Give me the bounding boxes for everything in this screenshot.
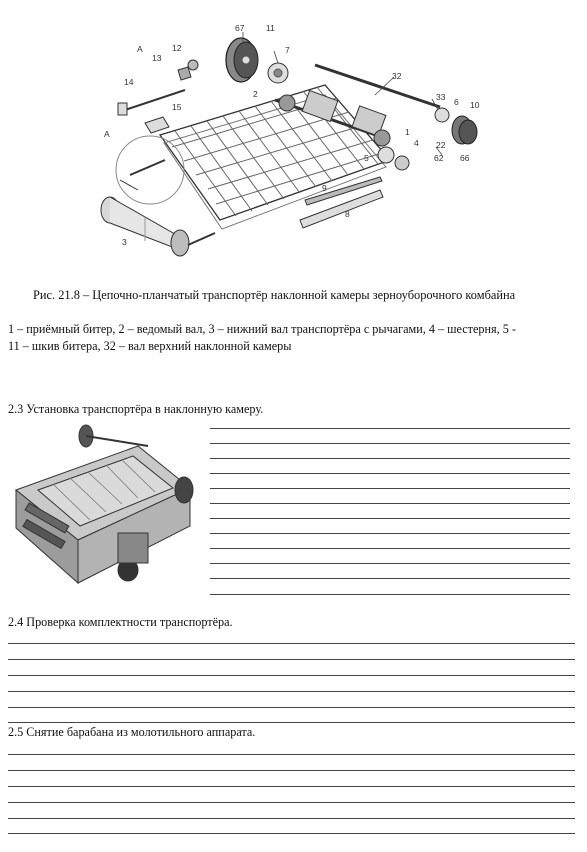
callout-66: 66	[460, 153, 470, 163]
answer-line[interactable]	[8, 722, 575, 723]
answer-line[interactable]	[8, 707, 575, 708]
section-2-5-heading: 2.5 Снятие барабана из молотильного аппарата.	[8, 725, 256, 739]
callout-6: 6	[454, 97, 459, 107]
callout-11: 11	[266, 23, 275, 33]
callout-12: 12	[172, 43, 182, 53]
answer-line[interactable]	[210, 548, 570, 549]
exploded-conveyor-drawing	[90, 15, 500, 270]
legend-line-2: 11 – шкив битера, 32 – вал верхний наклонной камеры	[8, 339, 292, 353]
answer-line[interactable]	[8, 691, 575, 692]
callout-2: 2	[253, 89, 258, 99]
answer-line[interactable]	[8, 754, 575, 755]
answer-line[interactable]	[8, 833, 575, 834]
callout-13: 13	[152, 53, 162, 63]
callout-10: 10	[470, 100, 480, 110]
callout-A-top: A	[137, 44, 143, 54]
legend-line-1: 1 – приёмный битер, 2 – ведомый вал, 3 – нижний вал транспортёра с рычагами, 4 – шестерня, 5 -	[8, 322, 516, 336]
answer-line[interactable]	[8, 770, 575, 771]
callout-3: 3	[122, 237, 127, 247]
answer-line[interactable]	[210, 443, 570, 444]
answer-line[interactable]	[210, 458, 570, 459]
callout-15: 15	[172, 102, 182, 112]
answer-line[interactable]	[210, 473, 570, 474]
answer-line[interactable]	[8, 643, 575, 644]
callout-33: 33	[436, 92, 446, 102]
section-2-4-heading: 2.4 Проверка комплектности транспортёра.	[8, 615, 233, 629]
section-2-3-heading: 2.3 Установка транспортёра в наклонную камеру.	[8, 402, 264, 416]
answer-line[interactable]	[210, 578, 570, 579]
callout-22: 22	[436, 140, 446, 150]
callout-5: 5	[364, 153, 369, 163]
callout-8: 8	[345, 209, 350, 219]
answer-line[interactable]	[210, 428, 570, 429]
callout-32: 32	[392, 71, 402, 81]
callout-4: 4	[414, 138, 419, 148]
answer-line[interactable]	[8, 786, 575, 787]
answer-line[interactable]	[8, 818, 575, 819]
callout-1: 1	[405, 127, 410, 137]
answer-line[interactable]	[210, 533, 570, 534]
callout-14: 14	[124, 77, 134, 87]
callout-62: 62	[434, 153, 444, 163]
callout-A-left: A	[104, 129, 110, 139]
answer-line[interactable]	[8, 802, 575, 803]
answer-line[interactable]	[8, 675, 575, 676]
callout-9: 9	[322, 183, 327, 193]
answer-line[interactable]	[210, 503, 570, 504]
answer-line[interactable]	[210, 563, 570, 564]
callout-67: 67	[235, 23, 245, 33]
figure-caption: Рис. 21.8 – Цепочно-планчатый транспортёр наклонной камеры зерноуборочного комбайна	[33, 288, 516, 302]
answer-line[interactable]	[210, 518, 570, 519]
callout-7: 7	[285, 45, 290, 55]
answer-line[interactable]	[210, 488, 570, 489]
answer-line[interactable]	[8, 659, 575, 660]
answer-line[interactable]	[210, 594, 570, 595]
conveyor-installed-photo	[8, 418, 198, 590]
